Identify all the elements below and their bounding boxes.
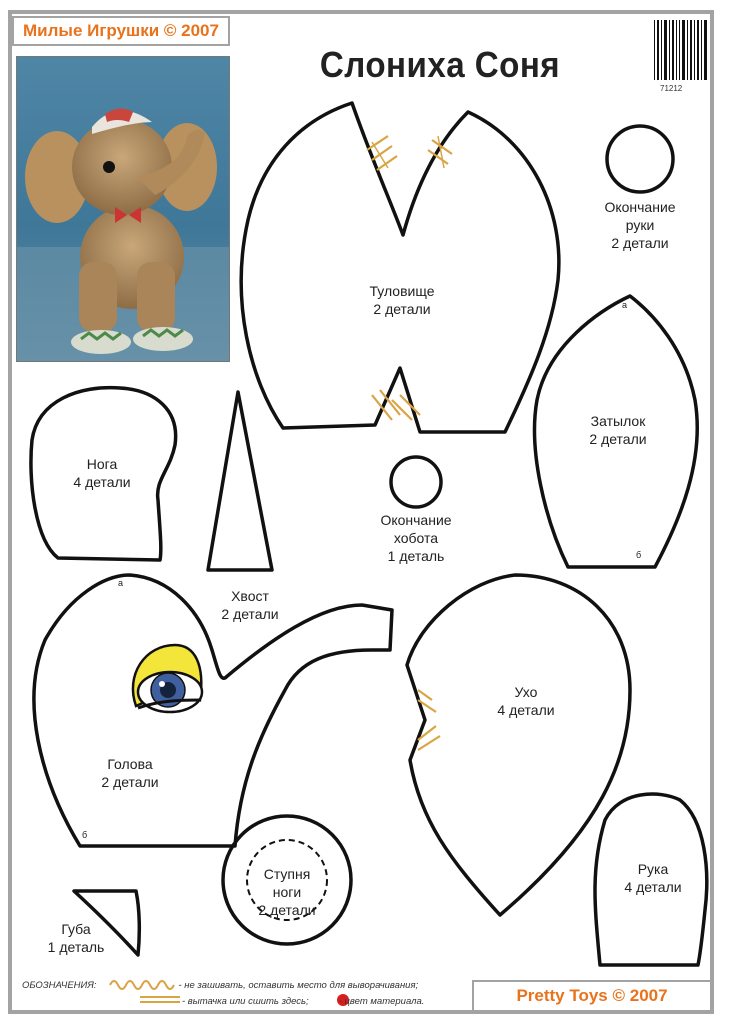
foot-label: Ступня ноги 2 детали — [258, 866, 316, 918]
head-label: Голова 2 детали — [101, 756, 159, 790]
nape-marker-b: б — [636, 550, 642, 560]
eye-icon — [133, 645, 202, 712]
trunk-end-piece — [391, 457, 441, 507]
legend-heading: ОБОЗНАЧЕНИЯ: — [22, 979, 97, 991]
nape-marker-a: а — [622, 300, 628, 310]
page-title: Слониха Соня — [319, 44, 561, 85]
legend-row-opening — [22, 978, 418, 992]
head-marker-b: б — [82, 830, 88, 840]
legend-row-dart — [182, 994, 424, 1008]
nape-label: Затылок 2 детали — [589, 413, 647, 447]
head-marker-a: а — [118, 578, 124, 588]
trunk-end-label: Окончание хобота 1 деталь — [380, 512, 452, 564]
tail-label: Хвост 2 детали — [221, 588, 279, 622]
ear-label: Ухо 4 детали — [497, 684, 555, 718]
lip-label: Губа 1 деталь — [47, 921, 105, 955]
legend-item-dart: - вытачка или сшить здесь; — [182, 995, 309, 1007]
brand-top-label: Милые Игрушки © 2007 — [12, 16, 230, 46]
arm-end-piece — [607, 126, 673, 192]
legend-item-color: - цвет материала. — [338, 995, 425, 1007]
legend-item-opening: - не зашивать, оставить место для выворачивания; — [178, 979, 419, 991]
body-piece — [241, 103, 559, 432]
tail-piece — [208, 392, 272, 570]
body-label: Туловище 2 детали — [369, 283, 435, 317]
arm-label: Рука 4 детали — [624, 861, 682, 895]
legend — [22, 976, 472, 1016]
barcode-number: 71212 — [660, 84, 683, 93]
arm-end-label: Окончание руки 2 детали — [604, 199, 676, 251]
leg-label: Нога 4 детали — [73, 456, 131, 490]
brand-bottom-label: Pretty Toys © 2007 — [472, 980, 712, 1012]
